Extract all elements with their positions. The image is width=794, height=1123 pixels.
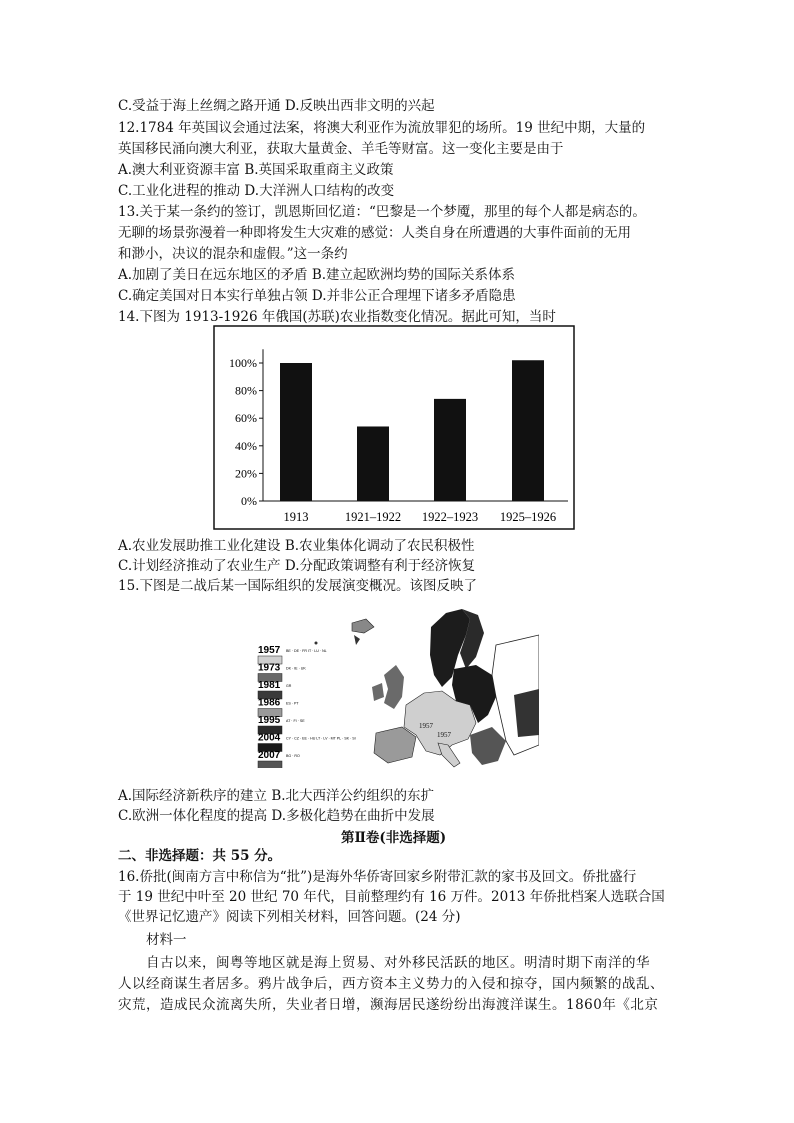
- bar-2: [434, 399, 466, 501]
- q14-stem: 14.下图为 1913-1926 年俄国(苏联)农业指数变化情况。据此可知，当时: [118, 309, 556, 325]
- q14-options-cd: C.计划经济推动了农业生产 D.分配政策调整有利于经济恢复: [118, 558, 476, 574]
- legend-codes: GR: [286, 684, 292, 688]
- q16-stem-3: 《世界记忆遗产》阅读下列相关材料，回答问题。(24 分): [118, 909, 461, 925]
- x-tick-label: 1913: [283, 510, 309, 524]
- q15-options-cd: C.欧洲一体化程度的提高 D.多极化趋势在曲折中发展: [118, 808, 435, 824]
- eu-enlargement-map: [256, 605, 539, 768]
- q11-options-cd: C.受益于海上丝绸之路开通 D.反映出西非文明的兴起: [118, 98, 435, 114]
- q14-options-ab: A.农业发展助推工业化建设 B.农业集体化调动了农民积极性: [118, 538, 475, 554]
- legend-codes: ES · PT: [286, 701, 299, 706]
- material-one-para-1: 自古以来，闽粤等地区就是海上贸易、对外移民活跃的地区。明清时期下南洋的华: [146, 955, 650, 971]
- y-tick-label: 100%: [229, 356, 257, 370]
- legend-year: 1995: [258, 715, 281, 726]
- y-tick-label: 80%: [235, 383, 257, 398]
- part-two-heading: 第Ⅱ卷(非选择题): [341, 830, 447, 846]
- legend-year: 1986: [258, 697, 281, 709]
- map-label-1957-b: 1957: [437, 731, 451, 739]
- y-tick-label: 60%: [235, 411, 257, 426]
- bar-3: [512, 360, 544, 501]
- q16-stem-2: 于 19 世纪中叶至 20 世纪 70 年代，目前整理约有 16 万件。2013 年侨批档案人选联合国: [118, 889, 665, 905]
- agriculture-index-chart: [213, 325, 575, 530]
- x-tick-label: 1922–1923: [421, 510, 479, 524]
- y-tick-label: 0%: [241, 494, 257, 508]
- q13-stem-2: 无聊的场景弥漫着一种即将发生大灾难的感觉：人类自身在所遭遇的大事件面前的无用: [118, 225, 631, 241]
- y-tick-label: 20%: [235, 466, 257, 481]
- q13-stem-1: 13.关于某一条约的签订，凯恩斯回忆道：“巴黎是一个梦魇，那里的每个人都是病态的。: [118, 204, 646, 220]
- q13-options-cd: C.确定美国对日本实行单独占领 D.并非公正合理埋下诸多矛盾隐患: [118, 288, 516, 304]
- legend-year: 1973: [258, 662, 281, 674]
- legend-codes: DK · IE · UK: [286, 666, 306, 671]
- legend-year: 2004: [258, 732, 281, 744]
- legend-codes: CY · CZ · EE · HU LT · LV · MT PL · SK · SI: [286, 736, 356, 741]
- q12-stem-1: 12.1784 年英国议会通过法案，将澳大利亚作为流放罪犯的场所。19 世纪中期，大量的: [118, 120, 646, 136]
- material-one-label: 材料一: [146, 932, 187, 948]
- legend-codes: BG · RO: [286, 754, 300, 758]
- section-two-heading: 二、非选择题：共 55 分。: [118, 848, 282, 864]
- q13-options-ab: A.加剧了美日在远东地区的矛盾 B.建立起欧洲均势的国际关系体系: [118, 267, 516, 283]
- q12-stem-2: 英国移民涌向澳大利亚，获取大量黄金、羊毛等财富。这一变化主要是由于: [118, 141, 564, 157]
- material-one-para-2: 人以经商谋生者居多。鸦片战争后，西方资本主义势力的入侵和掠夺，国内频繁的战乱、: [118, 976, 664, 992]
- y-tick-label: 40%: [235, 438, 257, 453]
- q15-stem: 15.下图是二战后某一国际组织的发展演变概况。该图反映了: [118, 578, 477, 594]
- q13-stem-3: 和渺小，决议的混杂和虚假。”这一条约: [118, 246, 348, 262]
- material-one-para-3: 灾荒，造成民众流离失所，失业者日增，濒海居民遂纷纷出海渡洋谋生。1860年《北京: [118, 997, 659, 1013]
- bar-0: [280, 363, 312, 501]
- q12-options-ab: A.澳大利亚资源丰富 B.英国采取重商主义政策: [118, 162, 394, 178]
- legend-year: 1957: [258, 645, 281, 656]
- bar-1: [357, 426, 389, 501]
- q15-options-ab: A.国际经济新秩序的建立 B.北大西洋公约组织的东扩: [118, 788, 435, 804]
- legend-year: 2007: [258, 750, 281, 761]
- legend-year: 1981: [258, 680, 281, 691]
- legend-codes: BE · DE · FR IT · LU · NL: [286, 649, 327, 653]
- x-tick-label: 1925–1926: [499, 510, 557, 524]
- x-tick-label: 1921–1922: [344, 510, 402, 524]
- map-label-1957-a: 1957: [419, 722, 433, 730]
- q16-stem-1: 16.侨批(闽南方言中称信为“批”)是海外华侨寄回家乡附带汇款的家书及回文。侨批盛行: [118, 869, 637, 885]
- q12-options-cd: C.工业化进程的推动 D.大洋洲人口结构的改变: [118, 183, 395, 199]
- legend-codes: AT · FI · SE: [286, 719, 305, 723]
- legend-swatch: [258, 761, 282, 768]
